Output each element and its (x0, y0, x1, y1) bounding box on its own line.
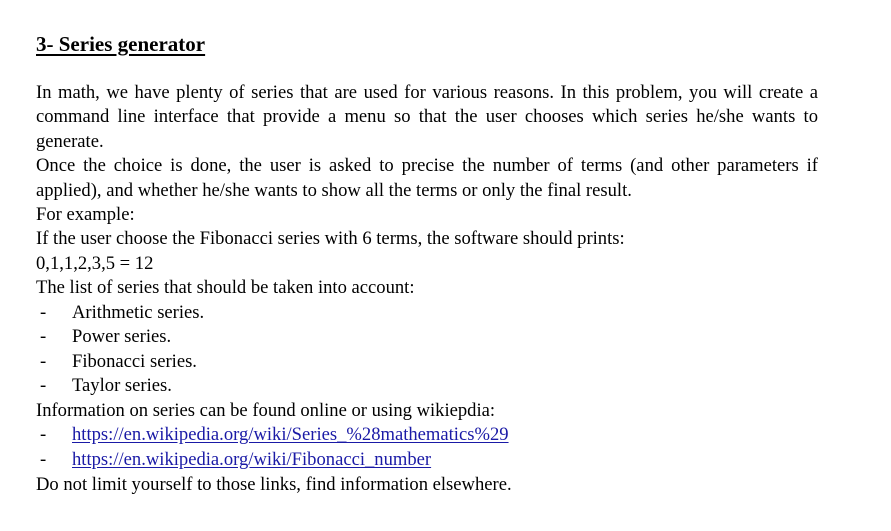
fibonacci-wiki-link[interactable]: https://en.wikipedia.org/wiki/Fibonacci_number (72, 449, 432, 471)
bullet-dash: - (40, 326, 47, 348)
bullet-dash: - (40, 449, 47, 471)
bullet-dash: - (40, 301, 47, 323)
document-body (36, 81, 818, 497)
info-intro: Information on series can be found online or using wikiepdia: (36, 400, 496, 422)
series-item-label: Taylor series. (72, 375, 172, 397)
example-label: For example: (36, 204, 135, 226)
example-output: 0,1,1,2,3,5 = 12 (36, 252, 154, 274)
series-item-label: Fibonacci series. (72, 350, 197, 372)
section-title: 3- Series generator (36, 32, 206, 56)
bullet-dash: - (40, 350, 47, 372)
series-item-label: Arithmetic series. (72, 301, 205, 323)
choice-paragraph: Once the choice is done, the user is asked to precise the number of terms (and other parameters if applied), and whether he/she wants to show all the terms or only the final result. (36, 155, 818, 201)
links-list (36, 423, 818, 472)
intro-paragraph: In math, we have plenty of series that are used for various reasons. In this problem, you will create a command line interface that provide a menu so that the user chooses which series he/she wants to generate. (36, 82, 818, 152)
list-item (36, 423, 818, 448)
series-item-label: Power series. (72, 326, 172, 348)
example-text: If the user choose the Fibonacci series with 6 terms, the software should prints: (36, 228, 625, 250)
closing-paragraph: Do not limit yourself to those links, find information elsewhere. (36, 473, 512, 495)
list-item (36, 325, 818, 350)
list-item (36, 374, 818, 399)
series-list-intro: The list of series that should be taken into account: (36, 277, 415, 299)
bullet-dash: - (40, 424, 47, 446)
list-item (36, 301, 818, 326)
series-list (36, 301, 818, 399)
list-item (36, 448, 818, 473)
list-item (36, 350, 818, 375)
series-wiki-link[interactable]: https://en.wikipedia.org/wiki/Series_%28mathematics%29 (72, 424, 509, 446)
bullet-dash: - (40, 375, 47, 397)
document-page (36, 30, 818, 497)
